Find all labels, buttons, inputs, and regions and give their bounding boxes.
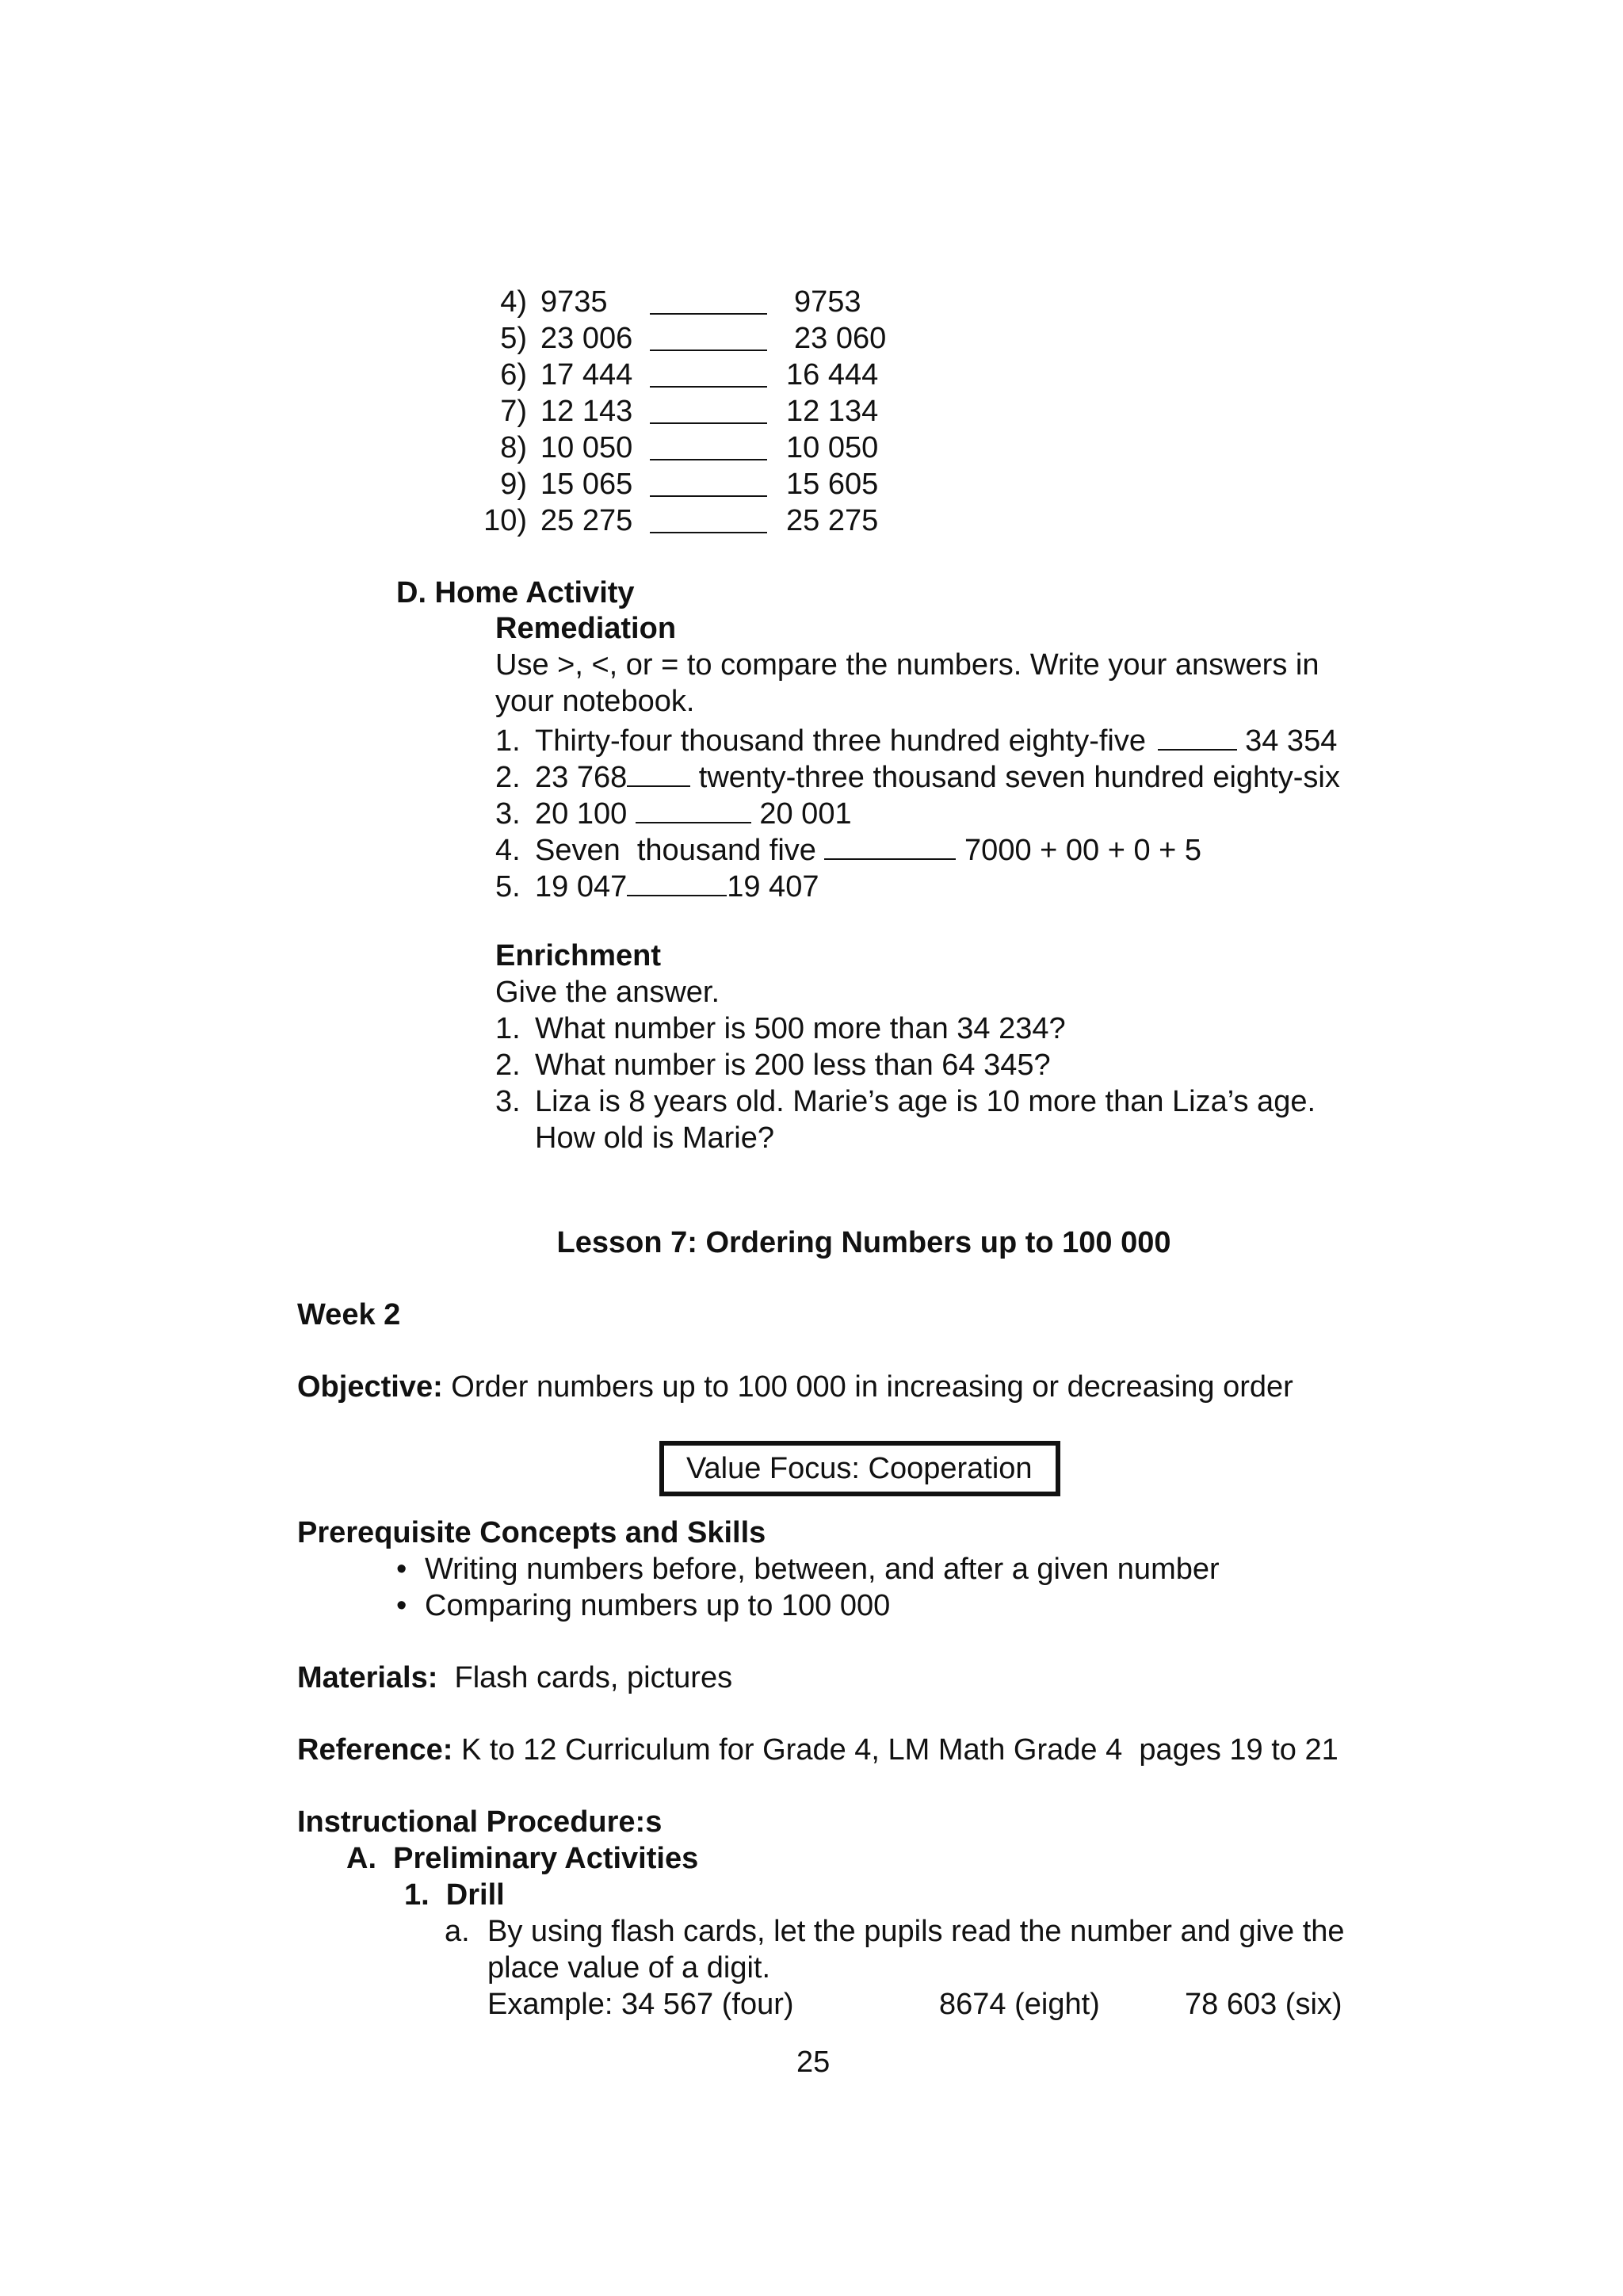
item-number: 10) bbox=[483, 504, 527, 537]
left-value: 15 065 bbox=[540, 468, 633, 501]
item-number: 3. bbox=[495, 797, 521, 831]
materials-text: Flash cards, pictures bbox=[437, 1661, 733, 1694]
left-value: 9735 bbox=[540, 285, 608, 319]
prelim-title: A. Preliminary Activities bbox=[346, 1842, 699, 1875]
objective-label: Objective: bbox=[297, 1370, 443, 1404]
answer-blank bbox=[627, 866, 727, 896]
item-number: 4) bbox=[500, 285, 527, 319]
answer-blank bbox=[650, 394, 767, 424]
remediation-instructions-cont: your notebook. bbox=[495, 685, 695, 718]
left-value: 12 143 bbox=[540, 395, 633, 428]
value-focus-box bbox=[659, 1441, 1060, 1496]
page-number: 25 bbox=[796, 2046, 831, 2079]
enrichment-title: Enrichment bbox=[495, 939, 662, 972]
drill-item-a-marker: a. bbox=[445, 1915, 470, 1948]
left-value: 25 275 bbox=[540, 504, 633, 537]
item-number: 9) bbox=[500, 468, 527, 501]
prereq-title: Prerequisite Concepts and Skills bbox=[297, 1516, 766, 1549]
prereq-text: Writing numbers before, between, and after a given number bbox=[425, 1553, 1220, 1586]
item-right: 34 354 bbox=[1245, 724, 1338, 758]
right-value: 25 275 bbox=[786, 504, 879, 537]
item-left: Thirty-four thousand three hundred eighty-five bbox=[535, 724, 1146, 758]
week-label: Week 2 bbox=[297, 1298, 401, 1331]
answer-blank bbox=[627, 757, 690, 787]
remediation-item bbox=[495, 830, 1201, 869]
remediation-instructions: Use >, <, or = to compare the numbers. Write your answers in bbox=[495, 648, 1319, 682]
answer-blank bbox=[824, 830, 956, 860]
item-text: What number is 500 more than 34 234? bbox=[535, 1012, 1066, 1045]
objective-text: Order numbers up to 100 000 in increasing or decreasing order bbox=[442, 1370, 1293, 1404]
item-right: 19 407 bbox=[727, 870, 819, 904]
answer-blank bbox=[636, 793, 751, 823]
procedures-title: Instructional Procedure:s bbox=[297, 1805, 663, 1839]
item-left: 23 768 bbox=[535, 761, 628, 794]
item-number: 6) bbox=[500, 358, 527, 392]
enrichment-item bbox=[495, 1084, 1316, 1120]
reference-label: Reference: bbox=[297, 1733, 453, 1767]
answer-blank bbox=[650, 503, 767, 533]
drill-item-a: By using flash cards, let the pupils read the number and give the bbox=[487, 1915, 1345, 1948]
answer-blank bbox=[650, 357, 767, 388]
enrichment-instructions: Give the answer. bbox=[495, 976, 720, 1009]
example-1: Example: 34 567 (four) bbox=[487, 1988, 794, 2021]
item-number: 1. bbox=[495, 1012, 521, 1045]
item-number: 1. bbox=[495, 724, 521, 758]
right-value: 10 050 bbox=[786, 431, 879, 464]
left-value: 23 006 bbox=[540, 322, 633, 355]
item-number: 8) bbox=[500, 431, 527, 464]
left-value: 17 444 bbox=[540, 358, 633, 392]
value-focus-text: Value Focus: Cooperation bbox=[686, 1451, 1033, 1485]
item-number: 4. bbox=[495, 834, 521, 867]
right-value: 23 060 bbox=[794, 322, 887, 355]
prereq-item bbox=[396, 1588, 890, 1624]
lesson-title: Lesson 7: Ordering Numbers up to 100 000 bbox=[556, 1226, 1171, 1259]
answer-blank bbox=[650, 321, 767, 351]
remediation-item bbox=[495, 720, 1337, 759]
prereq-text: Comparing numbers up to 100 000 bbox=[425, 1589, 891, 1622]
example-2: 8674 (eight) bbox=[939, 1988, 1100, 2021]
enrichment-item-cont: How old is Marie? bbox=[535, 1121, 774, 1155]
left-value: 10 050 bbox=[540, 431, 633, 464]
reference bbox=[297, 1733, 1338, 1768]
item-number: 5. bbox=[495, 870, 521, 904]
answer-blank bbox=[650, 430, 767, 460]
item-number: 2. bbox=[495, 761, 521, 794]
materials bbox=[297, 1660, 732, 1696]
objective bbox=[297, 1370, 1293, 1405]
right-value: 12 134 bbox=[786, 395, 879, 428]
reference-text: K to 12 Curriculum for Grade 4, LM Math Grade 4 pages 19 to 21 bbox=[453, 1733, 1338, 1767]
enrichment-item bbox=[495, 1048, 1051, 1083]
enrichment-item bbox=[495, 1011, 1066, 1047]
item-text: Liza is 8 years old. Marie’s age is 10 more than Liza’s age. bbox=[535, 1085, 1316, 1118]
item-number: 5) bbox=[500, 322, 527, 355]
item-left: 20 100 bbox=[535, 797, 628, 831]
remediation-item bbox=[495, 757, 1340, 796]
item-left: Seven thousand five bbox=[535, 834, 816, 867]
answer-blank bbox=[650, 285, 767, 315]
prereq-item bbox=[396, 1552, 1220, 1587]
right-value: 16 444 bbox=[786, 358, 879, 392]
item-right: 7000 + 00 + 0 + 5 bbox=[964, 834, 1202, 867]
item-number: 2. bbox=[495, 1049, 521, 1082]
item-right: 20 001 bbox=[759, 797, 852, 831]
item-text: What number is 200 less than 64 345? bbox=[535, 1049, 1051, 1082]
remediation-item bbox=[495, 793, 852, 832]
home-activity-heading: D. Home Activity bbox=[396, 576, 635, 609]
answer-blank bbox=[650, 467, 767, 497]
remediation-title: Remediation bbox=[495, 612, 677, 645]
right-value: 9753 bbox=[794, 285, 861, 319]
item-number: 7) bbox=[500, 395, 527, 428]
item-right: twenty-three thousand seven hundred eighty-six bbox=[698, 761, 1340, 794]
item-left: 19 047 bbox=[535, 870, 628, 904]
item-number: 3. bbox=[495, 1085, 521, 1118]
example-3: 78 603 (six) bbox=[1185, 1988, 1342, 2021]
bullet-icon: • bbox=[396, 1589, 407, 1622]
answer-blank bbox=[1158, 720, 1237, 751]
bullet-icon: • bbox=[396, 1553, 407, 1586]
right-value: 15 605 bbox=[786, 468, 879, 501]
drill-item-a-cont: place value of a digit. bbox=[487, 1951, 771, 1985]
drill-title: 1. Drill bbox=[404, 1878, 505, 1912]
remediation-item bbox=[495, 866, 819, 905]
materials-label: Materials: bbox=[297, 1661, 438, 1694]
